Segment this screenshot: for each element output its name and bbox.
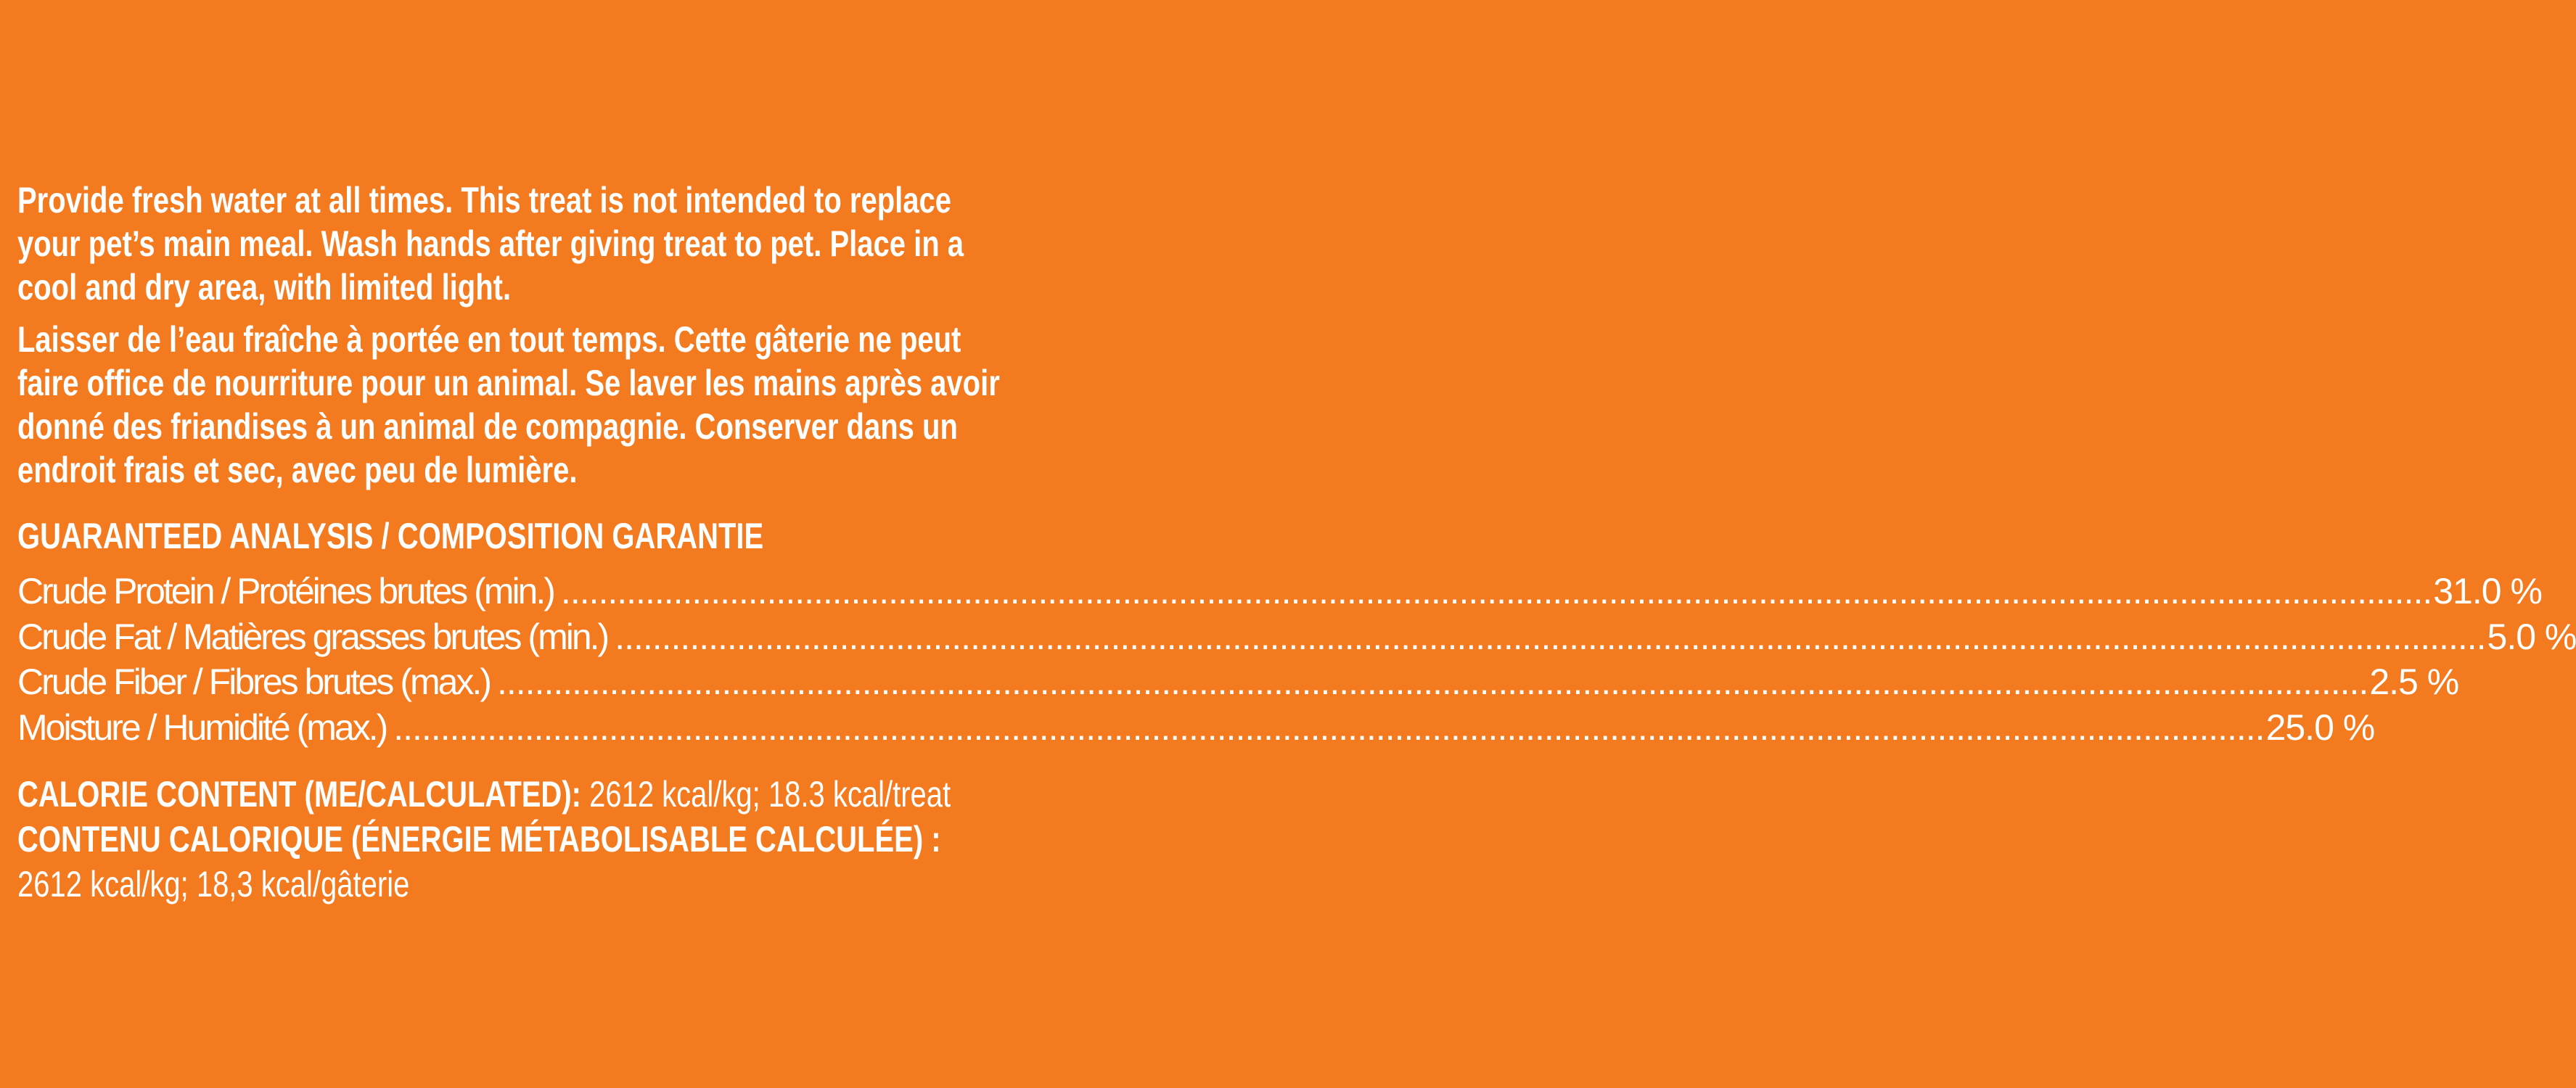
instructions-french (17, 318, 1077, 492)
calorie-value-english: 2612 kcal/kg; 18.3 kcal/treat (589, 774, 951, 815)
dot-leader: ........................................................................................................................................................................................................ (560, 571, 2432, 611)
analysis-row-value: 5.0 % (2487, 616, 2576, 657)
dot-leader: ........................................................................................................................................................................................................ (393, 706, 2265, 748)
analysis-row-value: 31.0 % (2433, 571, 2542, 611)
instructions-english-line: Provide fresh water at all times. This treat is not intended to replace (17, 180, 952, 221)
analysis-row-fiber (17, 659, 2459, 705)
instructions-french-line: donné des friandises à un animal de compagnie. Conserver dans un (17, 406, 958, 447)
analysis-row-fat (17, 614, 2576, 660)
analysis-row-label: Moisture / Humidité (max.) (17, 706, 387, 748)
guaranteed-analysis-heading-text: GUARANTEED ANALYSIS / COMPOSITION GARANTIE (17, 516, 764, 556)
analysis-row-protein (17, 569, 2542, 614)
instructions-english-line: cool and dry area, with limited light. (17, 267, 512, 308)
guaranteed-analysis-heading (17, 514, 950, 559)
instructions-english (17, 178, 1077, 309)
instructions-french-line: faire office de nourriture pour un animal. Se laver les mains après avoir (17, 363, 1000, 403)
analysis-row-value: 25.0 % (2265, 706, 2375, 748)
analysis-row-moisture (17, 705, 2375, 751)
dot-leader: ........................................................................................................................................................................................................ (615, 616, 2486, 657)
calorie-value-french: 2612 kcal/kg; 18,3 kcal/gâterie (17, 864, 410, 904)
analysis-row-value: 2.5 % (2369, 662, 2459, 702)
instructions-english-line: your pet’s main meal. Wash hands after giving treat to pet. Place in a (17, 223, 964, 264)
calorie-content-english (17, 772, 951, 817)
calorie-label-english: CALORIE CONTENT (ME/CALCULATED): (17, 774, 581, 815)
analysis-row-label: Crude Protein / Protéines brutes (min.) (17, 571, 554, 611)
calorie-content (17, 772, 1077, 907)
analysis-row-label: Crude Fat / Matières grasses brutes (min.) (17, 616, 608, 657)
calorie-content-french (17, 817, 941, 862)
dot-leader: ........................................................................................................................................................................................................ (496, 662, 2368, 702)
feeding-instructions (17, 178, 1077, 492)
instructions-french-line: Laisser de l’eau fraîche à portée en tout temps. Cette gâterie ne peut (17, 319, 961, 360)
guaranteed-analysis-table (17, 569, 2576, 750)
instructions-french-line: endroit frais et sec, avec peu de lumière. (17, 450, 578, 490)
analysis-row-label: Crude Fiber / Fibres brutes (max.) (17, 662, 490, 702)
calorie-label-french: CONTENU CALORIQUE (ÉNERGIE MÉTABOLISABLE CALCULÉE) : (17, 819, 941, 860)
